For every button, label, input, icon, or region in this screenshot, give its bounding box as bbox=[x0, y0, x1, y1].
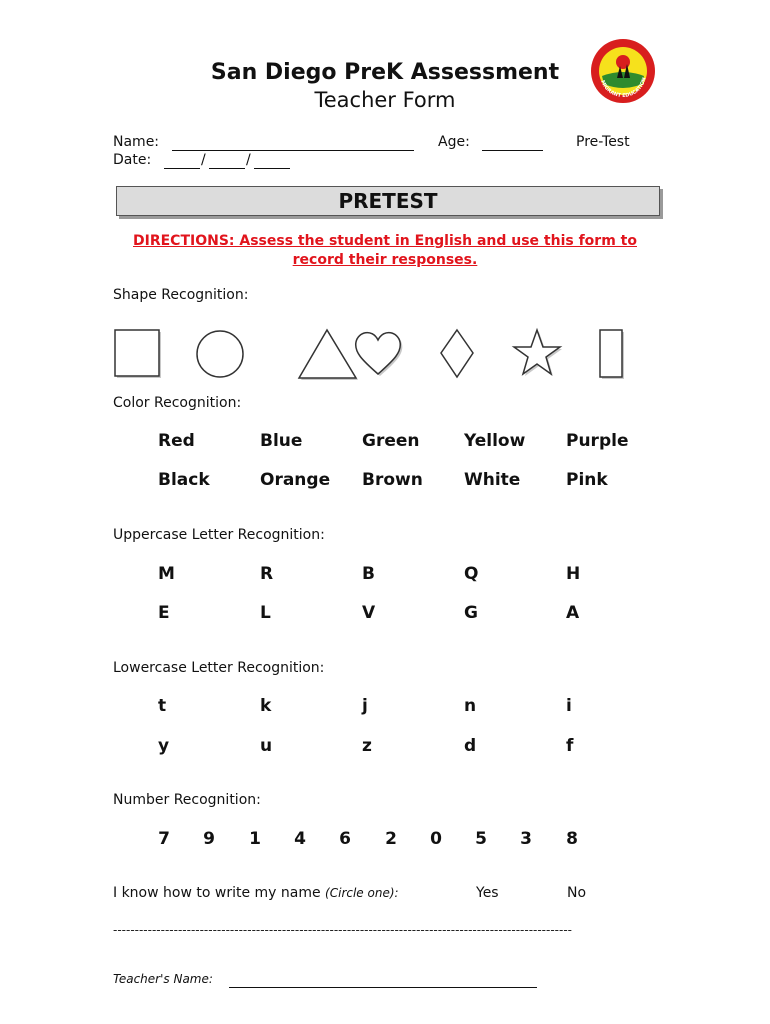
square-icon[interactable] bbox=[115, 330, 161, 378]
date-month-blank[interactable] bbox=[164, 154, 200, 169]
shape-row bbox=[108, 322, 638, 386]
divider-line: ---------------------------------------------------------------------------------------------------------- bbox=[113, 923, 572, 937]
age-blank[interactable] bbox=[482, 136, 543, 151]
number-item[interactable]: 9 bbox=[203, 829, 215, 849]
uppercase-letter[interactable]: E bbox=[158, 603, 170, 623]
date-year-blank[interactable] bbox=[254, 154, 290, 169]
number-item[interactable]: 1 bbox=[249, 829, 261, 849]
lowercase-letter[interactable]: i bbox=[566, 696, 572, 716]
number-item[interactable]: 5 bbox=[475, 829, 487, 849]
teacher-name-blank[interactable] bbox=[229, 973, 537, 988]
number-item[interactable]: 4 bbox=[294, 829, 306, 849]
write-name-text: I know how to write my name bbox=[113, 885, 321, 901]
page-subtitle: Teacher Form bbox=[314, 88, 456, 112]
uppercase-letter[interactable]: V bbox=[362, 603, 376, 623]
color-item[interactable]: Blue bbox=[260, 431, 303, 451]
color-item[interactable]: Red bbox=[158, 431, 195, 451]
circle-icon[interactable] bbox=[197, 331, 243, 377]
rectangle-icon[interactable] bbox=[600, 330, 624, 379]
lowercase-letter[interactable]: z bbox=[362, 736, 372, 756]
shape-section-label: Shape Recognition: bbox=[113, 287, 249, 303]
uppercase-letter[interactable]: R bbox=[260, 564, 274, 584]
name-label: Name: bbox=[113, 134, 160, 150]
color-section-label: Color Recognition: bbox=[113, 395, 242, 411]
number-item[interactable]: 2 bbox=[385, 829, 397, 849]
date-label: Date: bbox=[113, 152, 152, 168]
lowercase-letter[interactable]: u bbox=[260, 736, 273, 756]
uppercase-section-label: Uppercase Letter Recognition: bbox=[113, 527, 325, 543]
uppercase-letter[interactable]: M bbox=[158, 564, 175, 584]
write-name-question bbox=[113, 885, 399, 901]
color-item[interactable]: Orange bbox=[260, 470, 331, 490]
number-item[interactable]: 6 bbox=[339, 829, 351, 849]
number-item[interactable]: 3 bbox=[520, 829, 532, 849]
page-title: San Diego PreK Assessment bbox=[210, 60, 560, 85]
uppercase-letter[interactable]: B bbox=[362, 564, 375, 584]
number-section-label: Number Recognition: bbox=[113, 792, 261, 808]
no-option[interactable]: No bbox=[567, 885, 587, 901]
date-slash: / bbox=[201, 152, 206, 168]
date-slash: / bbox=[246, 152, 251, 168]
color-item[interactable]: Pink bbox=[566, 470, 608, 490]
lowercase-letter[interactable]: k bbox=[260, 696, 272, 716]
color-item[interactable]: Black bbox=[158, 470, 210, 490]
logo-text: MIGRANT EDUCATION bbox=[599, 76, 648, 100]
directions-text: DIRECTIONS: Assess the student in English and use this form to record their responses. bbox=[133, 233, 637, 268]
number-item[interactable]: 8 bbox=[566, 829, 578, 849]
color-item[interactable]: Purple bbox=[566, 431, 629, 451]
lowercase-letter[interactable]: y bbox=[158, 736, 170, 756]
lowercase-letter[interactable]: j bbox=[362, 696, 368, 716]
uppercase-letter[interactable]: L bbox=[260, 603, 271, 623]
diamond-icon[interactable] bbox=[441, 330, 473, 377]
lowercase-letter[interactable]: n bbox=[464, 696, 477, 716]
triangle-icon[interactable] bbox=[299, 330, 358, 380]
color-item[interactable]: Yellow bbox=[464, 431, 526, 451]
number-item[interactable]: 7 bbox=[158, 829, 170, 849]
age-label: Age: bbox=[438, 134, 470, 150]
color-item[interactable]: Green bbox=[362, 431, 420, 451]
lowercase-letter[interactable]: f bbox=[566, 736, 574, 756]
circle-one-hint: (Circle one): bbox=[325, 886, 399, 900]
heart-icon[interactable] bbox=[356, 333, 403, 376]
number-item[interactable]: 0 bbox=[430, 829, 442, 849]
yes-option[interactable]: Yes bbox=[476, 885, 499, 901]
lowercase-section-label: Lowercase Letter Recognition: bbox=[113, 660, 325, 676]
pretest-label: Pre-Test bbox=[576, 134, 630, 150]
lowercase-letter[interactable]: d bbox=[464, 736, 477, 756]
uppercase-letter[interactable]: H bbox=[566, 564, 581, 584]
migrant-education-logo bbox=[590, 38, 656, 104]
date-day-blank[interactable] bbox=[209, 154, 245, 169]
teacher-name-label: Teacher's Name: bbox=[113, 972, 213, 986]
lowercase-letter[interactable]: t bbox=[158, 696, 167, 716]
uppercase-letter[interactable]: Q bbox=[464, 564, 479, 584]
pretest-banner: PRETEST bbox=[116, 186, 660, 216]
star-icon[interactable] bbox=[514, 330, 562, 376]
uppercase-letter[interactable]: A bbox=[566, 603, 580, 623]
color-item[interactable]: Brown bbox=[362, 470, 423, 490]
color-item[interactable]: White bbox=[464, 470, 521, 490]
name-blank[interactable] bbox=[172, 136, 414, 151]
uppercase-letter[interactable]: G bbox=[464, 603, 478, 623]
